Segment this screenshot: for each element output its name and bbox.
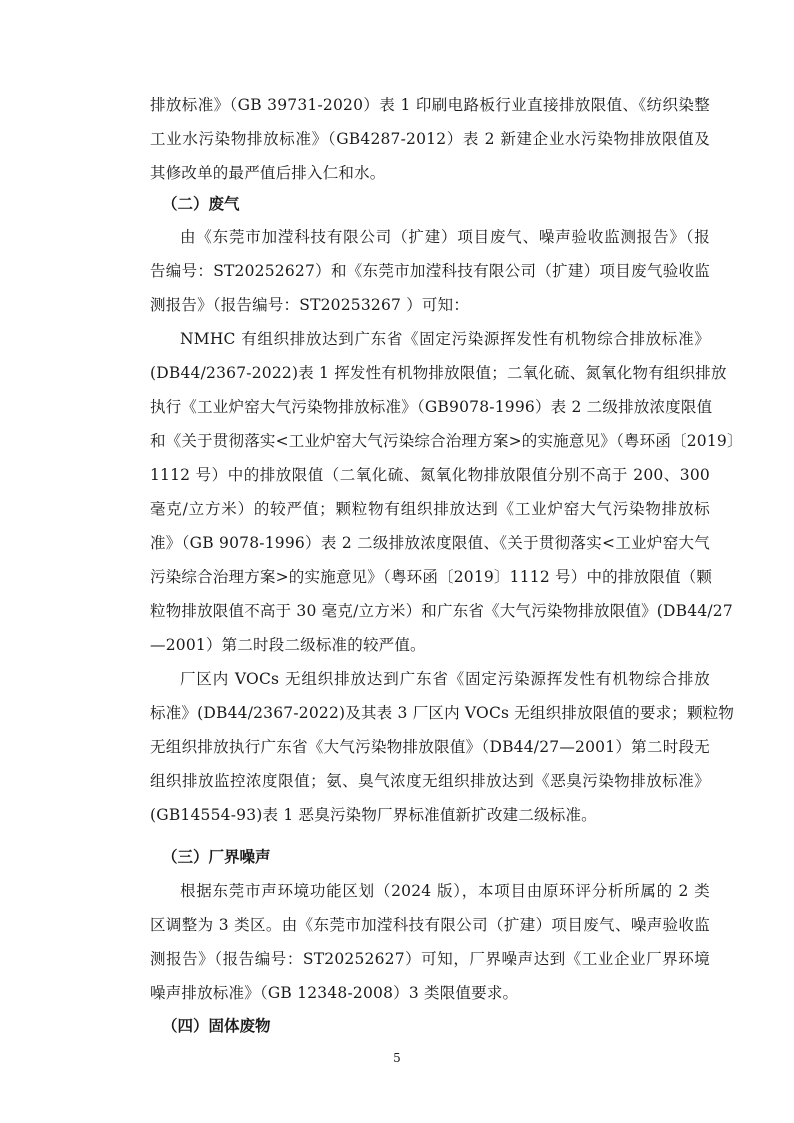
noise-p1-line-4: 噪声排放标准》（GB 12348-2008）3 类限值要求。 bbox=[150, 984, 519, 1002]
intro-line-3: 其修改单的最严值后排入仁和水。 bbox=[150, 164, 386, 182]
waste-gas-p3-line-4: 组织排放监控浓度限值；氨、臭气浓度无组织排放达到《恶臭污染物排放标准》 bbox=[150, 772, 710, 790]
waste-gas-p2-line-9: 粒物排放限值不高于 30 毫克/立方米）和广东省《大气污染物排放限值》(DB44/27 bbox=[150, 602, 733, 620]
section-heading-solid-waste: （四）固体废物 bbox=[162, 1017, 271, 1035]
waste-gas-p3-line-1: 厂区内 VOCs 无组织排放达到广东省《固定污染源挥发性有机物综合排放 bbox=[180, 670, 710, 688]
waste-gas-p2-line-2: (DB44/2367-2022)表 1 挥发性有机物排放限值；二氧化硫、氮氧化物有组织排放 bbox=[150, 364, 727, 382]
noise-p1-line-2: 区调整为 3 类区。由《东莞市加滢科技有限公司（扩建）项目废气、噪声验收监 bbox=[150, 916, 710, 934]
section-heading-waste-gas: （二）废气 bbox=[162, 195, 240, 213]
waste-gas-p3-line-5: (GB14554-93)表 1 恶臭污染物厂界标准值新扩改建二级标准。 bbox=[150, 806, 597, 824]
waste-gas-p1-line-3: 测报告》（报告编号：ST20253267 ）可知： bbox=[150, 296, 470, 314]
waste-gas-p2-line-5: 1112 号）中的排放限值（二氧化硫、氮氧化物排放限值分别不高于 200、300 bbox=[150, 466, 710, 484]
intro-line-2: 工业水污染物排放标准》（GB4287-2012）表 2 新建企业水污染物排放限值及 bbox=[150, 130, 710, 148]
waste-gas-p2-line-3: 执行《工业炉窑大气污染物排放标准》（GB9078-1996）表 2 二级排放浓度限值 bbox=[150, 398, 713, 416]
intro-line-1: 排放标准》（GB 39731-2020）表 1 印刷电路板行业直接排放限值、《纺织染整 bbox=[150, 96, 710, 114]
waste-gas-p3-line-2: 标准》(DB44/2367-2022)及其表 3 厂区内 VOCs 无组织排放限值的要求；颗粒物 bbox=[150, 704, 735, 722]
waste-gas-p1-line-2: 告编号：ST20252627）和《东莞市加滢科技有限公司（扩建）项目废气验收监 bbox=[150, 262, 710, 280]
waste-gas-p2-line-8: 污染综合治理方案>的实施意见》（粤环函〔2019〕1112 号）中的排放限值（颗 bbox=[150, 568, 713, 586]
waste-gas-p2-line-4: 和《关于贯彻落实<工业炉窑大气污染综合治理方案>的实施意见》（粤环函〔2019〕 bbox=[150, 432, 743, 450]
waste-gas-p1-line-1: 由《东莞市加滢科技有限公司（扩建）项目废气、噪声验收监测报告》（报 bbox=[180, 228, 710, 246]
noise-p1-line-1: 根据东莞市声环境功能区划（2024 版），本项目由原环评分析所属的 2 类 bbox=[180, 882, 710, 900]
noise-p1-line-3: 测报告》（报告编号：ST20252627）可知，厂界噪声达到《工业企业厂界环境 bbox=[150, 950, 710, 968]
waste-gas-p2-line-10: —2001）第二时段二级标准的较严值。 bbox=[150, 636, 426, 654]
page-number: 5 bbox=[393, 1051, 401, 1065]
waste-gas-p2-line-6: 毫克/立方米）的较严值；颗粒物有组织排放达到《工业炉窑大气污染物排放标 bbox=[150, 500, 710, 518]
section-heading-boundary-noise: （三）厂界噪声 bbox=[162, 848, 271, 866]
waste-gas-p3-line-3: 无组织排放执行广东省《大气污染物排放限值》（DB44/27—2001）第二时段无 bbox=[150, 738, 710, 756]
waste-gas-p2-line-7: 准》（GB 9078-1996）表 2 二级排放浓度限值、《关于贯彻落实<工业炉窑大气 bbox=[150, 534, 710, 552]
waste-gas-p2-line-1: NMHC 有组织排放达到广东省《固定污染源挥发性有机物综合排放标准》 bbox=[180, 330, 710, 348]
